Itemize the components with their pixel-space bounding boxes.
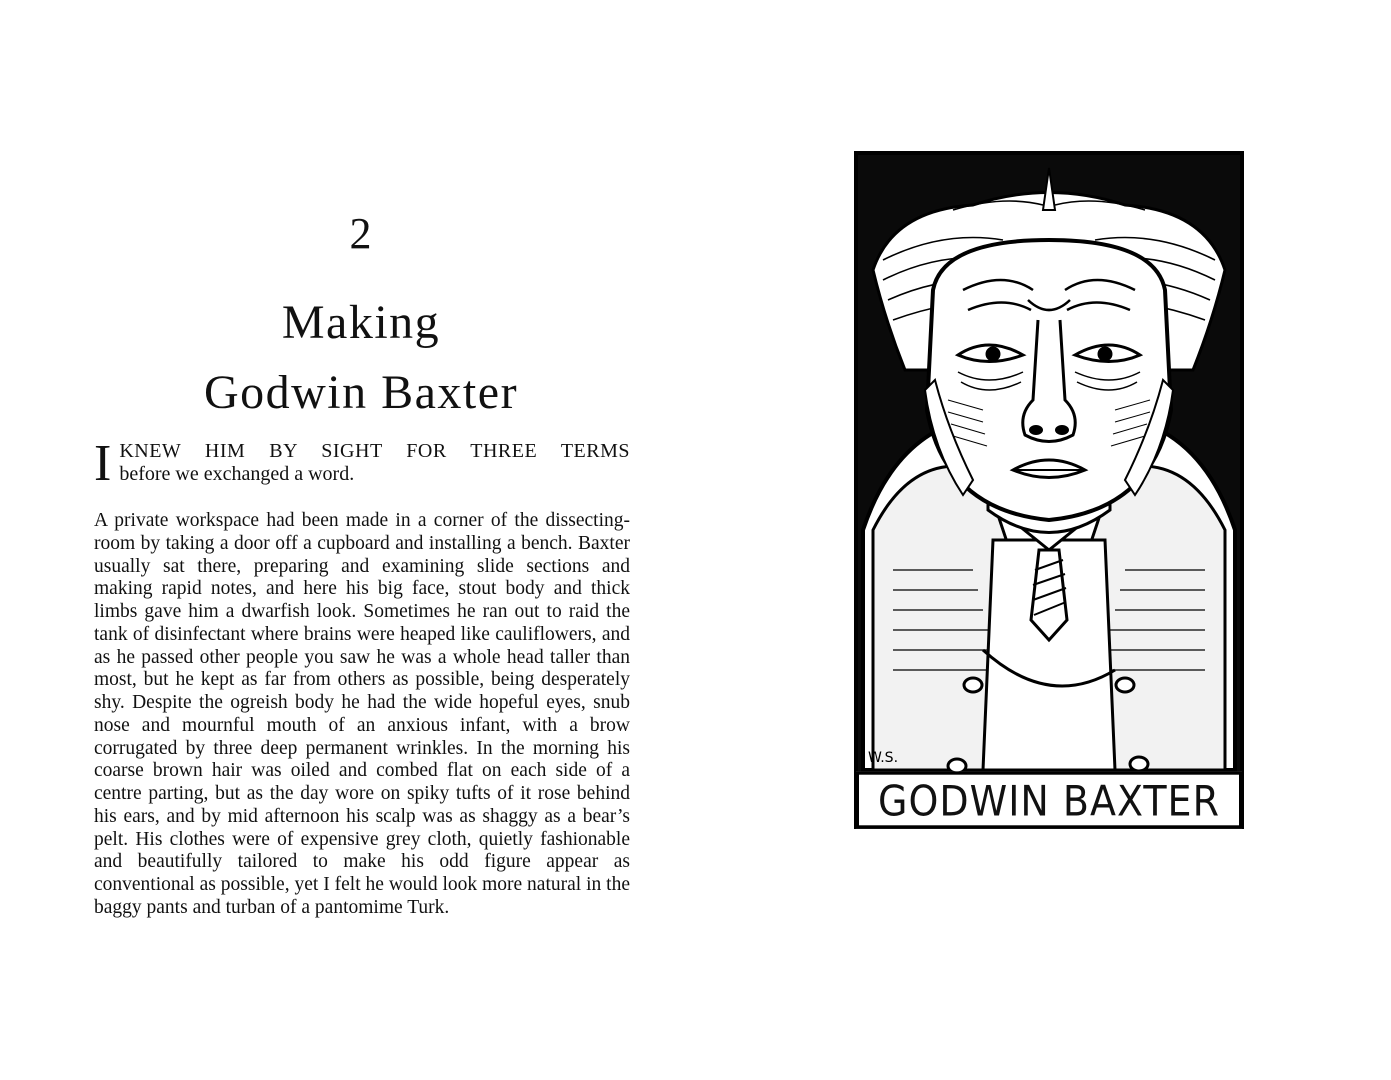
chapter-title-line1: Making — [281, 296, 441, 349]
opening-continuation: before we exchanged a word. — [119, 463, 355, 485]
chapter-title — [0, 288, 722, 428]
opening-sentence — [94, 435, 630, 492]
right-page — [700, 0, 1391, 1080]
opening-small-caps: KNEW HIM BY SIGHT FOR THREE TERMS — [119, 440, 630, 462]
drop-cap: I — [94, 435, 112, 492]
body-paragraph: A private workspace had been made in a corner of the dissecting-room by taking a door off a cupboard and installing a bench. Baxter usually sat there, preparing and examining slide sections and making rapid notes, and here his big face, stout body and thick limbs gave him a dwarfish look. Sometimes he ran out to raid the tank of disinfectant where brains were heaped like cauliflowers, and as he passed other people you saw he was a whole head taller than most, but he kept as far from others as possible, being desperately shy. Despite the ogreish body he had the wide hopeful eyes, snub nose and mournful mouth of an anxious infant, with a brow corrugated by three deep permanent wrinkles. In the morning his coarse brown hair was oiled and combed flat on each side of a centre parting, but as the day wore on spiky tufts of it rose behind his ears, and by mid afternoon his scalp was as shaggy as a bear’s pelt. His clothes were of expensive grey cloth, quietly fashionable and beautifully tailored to make his odd figure appear as conventional as possible, yet I felt he would look more natural in the baggy pants and turban of a pantomime Turk. — [94, 510, 630, 918]
portrait-engraving-icon — [853, 150, 1245, 830]
chapter-number: 2 — [349, 209, 373, 258]
chapter-title-line2: Godwin Baxter — [203, 366, 519, 419]
artist-signature: W.S. — [868, 750, 899, 766]
illustration-caption: GODWIN BAXTER — [856, 771, 1242, 828]
